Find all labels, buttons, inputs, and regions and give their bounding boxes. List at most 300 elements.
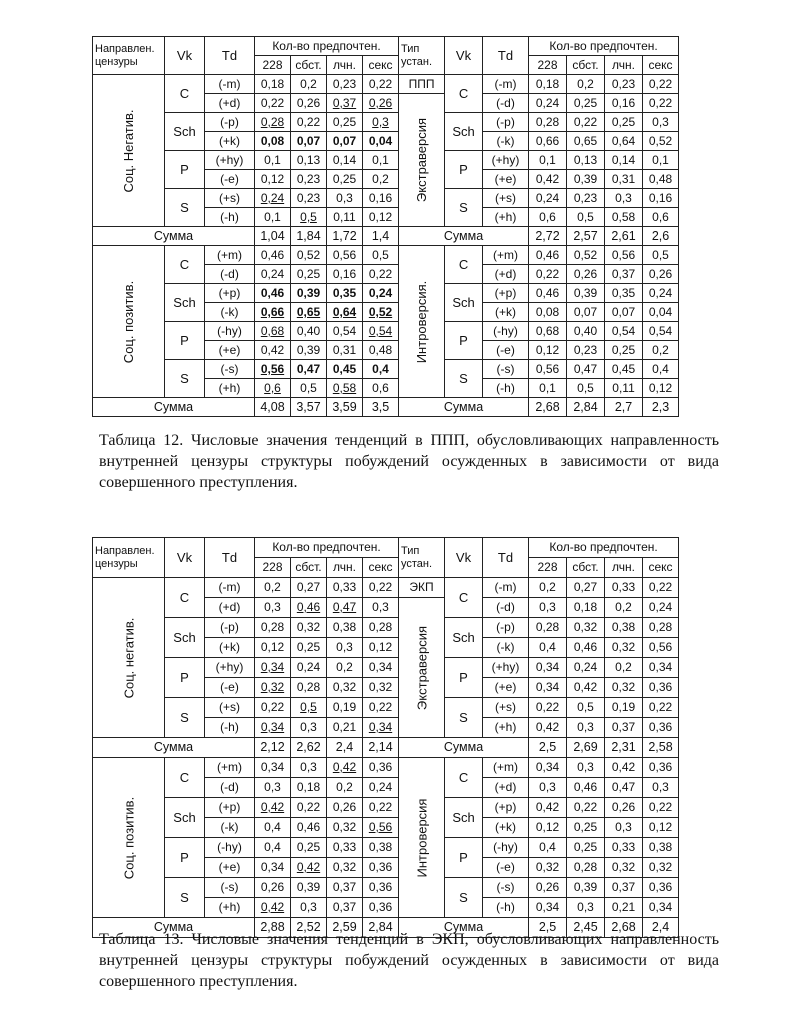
td-cell: (-k) xyxy=(483,132,529,151)
value-cell: 0,5 xyxy=(567,698,605,718)
value-cell: 0,5 xyxy=(291,208,327,227)
value-cell: 0,46 xyxy=(567,778,605,798)
value-cell: 0,3 xyxy=(567,718,605,738)
value-cell: 0,5 xyxy=(567,379,605,398)
value-cell: 0,65 xyxy=(567,132,605,151)
value-cell: 0,47 xyxy=(567,360,605,379)
value-cell: 0,31 xyxy=(327,341,363,360)
value-cell: 0,25 xyxy=(291,638,327,658)
sum-value: 2,45 xyxy=(567,918,605,938)
group-label xyxy=(93,246,165,398)
value-cell: 0,3 xyxy=(363,113,399,132)
value-cell: 0,34 xyxy=(643,898,679,918)
sum-row xyxy=(93,398,679,417)
value-cell: 0,4 xyxy=(255,818,291,838)
td-header: Td xyxy=(205,538,255,578)
td-header: Td xyxy=(205,37,255,75)
sum-row xyxy=(93,227,679,246)
value-cell: 0,3 xyxy=(255,598,291,618)
vk-cell: Sch xyxy=(445,618,483,658)
value-cell: 0,33 xyxy=(605,578,643,598)
value-cell: 0,32 xyxy=(255,678,291,698)
value-cell: 0,11 xyxy=(605,379,643,398)
value-cell: 0,45 xyxy=(327,360,363,379)
value-cell: 0,18 xyxy=(529,75,567,94)
value-cell: 0,21 xyxy=(605,898,643,918)
value-cell: 0,24 xyxy=(529,189,567,208)
value-cell: 0,34 xyxy=(255,758,291,778)
value-cell: 0,64 xyxy=(605,132,643,151)
sum-label: Сумма xyxy=(93,227,255,246)
table-row xyxy=(93,758,679,778)
col-header: лчн. xyxy=(327,56,363,75)
vk-cell: C xyxy=(445,758,483,798)
value-cell: 0,36 xyxy=(363,898,399,918)
value-cell: 0,52 xyxy=(567,246,605,265)
td-cell: (+k) xyxy=(205,132,255,151)
value-cell: 0,32 xyxy=(529,858,567,878)
vk-cell: Sch xyxy=(165,284,205,322)
value-cell: 0,37 xyxy=(605,718,643,738)
value-cell: 0,58 xyxy=(327,379,363,398)
td-cell: (+d) xyxy=(483,265,529,284)
col-header: секс xyxy=(643,56,679,75)
sum-value: 4,08 xyxy=(255,398,291,417)
sum-value: 2,69 xyxy=(567,738,605,758)
value-cell: 0,2 xyxy=(255,578,291,598)
vk-cell: C xyxy=(445,578,483,618)
value-cell: 0,18 xyxy=(255,75,291,94)
value-cell: 0,34 xyxy=(529,898,567,918)
value-cell: 0,3 xyxy=(643,778,679,798)
group-label xyxy=(93,75,165,227)
value-cell: 0,16 xyxy=(363,189,399,208)
value-cell: 0,2 xyxy=(291,75,327,94)
sum-value: 1,84 xyxy=(291,227,327,246)
value-cell: 0,28 xyxy=(291,678,327,698)
td-cell: (+k) xyxy=(205,638,255,658)
vk-cell: P xyxy=(445,151,483,189)
sum-value: 2,61 xyxy=(605,227,643,246)
value-cell: 0,46 xyxy=(255,284,291,303)
sum-label: Сумма xyxy=(399,398,529,417)
vk-cell: S xyxy=(445,698,483,738)
value-cell: 0,39 xyxy=(291,284,327,303)
sum-label: Сумма xyxy=(93,398,255,417)
type-label-text: Экстраверсия xyxy=(414,625,430,710)
value-cell: 0,25 xyxy=(327,113,363,132)
value-cell: 0,22 xyxy=(363,798,399,818)
value-cell: 0,23 xyxy=(291,189,327,208)
value-cell: 0,56 xyxy=(605,246,643,265)
td-cell: (+s) xyxy=(483,698,529,718)
value-cell: 0,2 xyxy=(363,170,399,189)
value-cell: 0,66 xyxy=(529,132,567,151)
value-cell: 0,68 xyxy=(255,322,291,341)
table-row xyxy=(93,698,679,718)
sum-value: 2,84 xyxy=(567,398,605,417)
value-cell: 0,52 xyxy=(363,303,399,322)
type-label-text: Интроверсия xyxy=(414,798,430,877)
td-cell: (+m) xyxy=(483,246,529,265)
value-cell: 0,22 xyxy=(363,578,399,598)
value-cell: 0,14 xyxy=(605,151,643,170)
td-cell: (-e) xyxy=(205,170,255,189)
type-label-text: Интроверсия. xyxy=(413,280,429,363)
value-cell: 0,46 xyxy=(529,284,567,303)
value-cell: 0,36 xyxy=(363,858,399,878)
value-cell: 0,12 xyxy=(363,638,399,658)
group-label-text: Соц. негатив. xyxy=(121,617,136,698)
value-cell: 0,19 xyxy=(327,698,363,718)
sum-value: 2,7 xyxy=(605,398,643,417)
td-cell: (-h) xyxy=(205,718,255,738)
type-label: ЭКП xyxy=(399,578,445,598)
group-label xyxy=(93,758,165,918)
group-label xyxy=(93,578,165,738)
col-header: 228 xyxy=(529,558,567,578)
value-cell: 0,23 xyxy=(291,170,327,189)
sum-label: Сумма xyxy=(399,738,529,758)
table-row xyxy=(93,838,679,858)
value-cell: 0,28 xyxy=(529,113,567,132)
value-cell: 0,68 xyxy=(529,322,567,341)
td-cell: (-hy) xyxy=(205,322,255,341)
col-header: секс xyxy=(643,558,679,578)
value-cell: 0,22 xyxy=(643,94,679,113)
value-cell: 0,47 xyxy=(605,778,643,798)
value-cell: 0,38 xyxy=(363,838,399,858)
value-cell: 0,14 xyxy=(327,151,363,170)
td-cell: (+e) xyxy=(483,170,529,189)
td-cell: (-h) xyxy=(483,898,529,918)
value-cell: 0,34 xyxy=(255,718,291,738)
value-cell: 0,2 xyxy=(327,778,363,798)
value-cell: 0,26 xyxy=(255,878,291,898)
value-cell: 0,32 xyxy=(643,858,679,878)
table-row xyxy=(93,360,679,379)
table-row xyxy=(93,246,679,265)
value-cell: 0,13 xyxy=(567,151,605,170)
value-cell: 0,24 xyxy=(363,284,399,303)
value-cell: 0,32 xyxy=(605,858,643,878)
sum-value: 2,4 xyxy=(643,918,679,938)
value-cell: 0,22 xyxy=(255,698,291,718)
value-cell: 0,46 xyxy=(291,598,327,618)
table-row xyxy=(93,618,679,638)
table-row xyxy=(93,878,679,898)
value-cell: 0,38 xyxy=(643,838,679,858)
col-header: 228 xyxy=(255,558,291,578)
td-cell: (-hy) xyxy=(483,838,529,858)
value-cell: 0,27 xyxy=(567,578,605,598)
value-cell: 0,04 xyxy=(363,132,399,151)
value-cell: 0,56 xyxy=(529,360,567,379)
value-cell: 0,1 xyxy=(529,379,567,398)
sum-value: 2,12 xyxy=(255,738,291,758)
vk-cell: Sch xyxy=(445,798,483,838)
value-cell: 0,32 xyxy=(327,678,363,698)
value-cell: 0,22 xyxy=(643,75,679,94)
value-cell: 0,6 xyxy=(643,208,679,227)
value-cell: 0,36 xyxy=(643,878,679,898)
col-header: сбст. xyxy=(291,558,327,578)
vk-header: Vk xyxy=(445,538,483,578)
sum-value: 3,57 xyxy=(291,398,327,417)
td-cell: (+hy) xyxy=(483,151,529,170)
sum-value: 2,62 xyxy=(291,738,327,758)
sum-value: 2,14 xyxy=(363,738,399,758)
value-cell: 0,2 xyxy=(529,578,567,598)
td-cell: (+h) xyxy=(205,898,255,918)
sum-value: 2,68 xyxy=(529,398,567,417)
value-cell: 0,32 xyxy=(363,678,399,698)
value-cell: 0,28 xyxy=(255,618,291,638)
table-12 xyxy=(92,36,679,417)
td-cell: (-d) xyxy=(483,94,529,113)
value-cell: 0,22 xyxy=(529,265,567,284)
td-cell: (+k) xyxy=(483,818,529,838)
value-cell: 0,5 xyxy=(567,208,605,227)
value-cell: 0,34 xyxy=(643,658,679,678)
td-cell: (-m) xyxy=(205,75,255,94)
vk-cell: C xyxy=(445,75,483,113)
value-cell: 0,3 xyxy=(567,898,605,918)
value-cell: 0,39 xyxy=(567,284,605,303)
type-header: Тип устан. xyxy=(399,37,445,75)
value-cell: 0,6 xyxy=(363,379,399,398)
value-cell: 0,38 xyxy=(605,618,643,638)
col-header: секс xyxy=(363,56,399,75)
td-cell: (-s) xyxy=(205,360,255,379)
sum-value: 2,84 xyxy=(363,918,399,938)
td-cell: (-k) xyxy=(205,303,255,322)
value-cell: 0,28 xyxy=(643,618,679,638)
value-cell: 0,37 xyxy=(327,878,363,898)
qty-header: Кол-во предпочтен. xyxy=(255,538,399,558)
vk-header: Vk xyxy=(165,37,205,75)
value-cell: 0,42 xyxy=(529,718,567,738)
value-cell: 0,22 xyxy=(363,265,399,284)
value-cell: 0,5 xyxy=(291,379,327,398)
value-cell: 0,56 xyxy=(643,638,679,658)
vk-cell: P xyxy=(445,658,483,698)
value-cell: 0,24 xyxy=(363,778,399,798)
table-13 xyxy=(92,537,679,938)
value-cell: 0,34 xyxy=(529,758,567,778)
value-cell: 0,12 xyxy=(529,818,567,838)
value-cell: 0,54 xyxy=(327,322,363,341)
value-cell: 0,3 xyxy=(291,718,327,738)
table-row xyxy=(93,151,679,170)
value-cell: 0,3 xyxy=(529,598,567,618)
value-cell: 0,22 xyxy=(643,798,679,818)
value-cell: 0,13 xyxy=(291,151,327,170)
sum-label: Сумма xyxy=(93,738,255,758)
td-cell: (-p) xyxy=(205,618,255,638)
table-row xyxy=(93,113,679,132)
vk-cell: C xyxy=(165,75,205,113)
type-label-vertical xyxy=(399,758,445,918)
value-cell: 0,18 xyxy=(567,598,605,618)
value-cell: 0,42 xyxy=(255,898,291,918)
value-cell: 0,26 xyxy=(327,798,363,818)
value-cell: 0,26 xyxy=(567,265,605,284)
value-cell: 0,12 xyxy=(529,341,567,360)
td-cell: (-m) xyxy=(483,578,529,598)
value-cell: 0,42 xyxy=(255,341,291,360)
value-cell: 0,36 xyxy=(363,878,399,898)
col-header: сбст. xyxy=(567,558,605,578)
value-cell: 0,1 xyxy=(529,151,567,170)
value-cell: 0,16 xyxy=(605,94,643,113)
value-cell: 0,37 xyxy=(327,94,363,113)
value-cell: 0,52 xyxy=(291,246,327,265)
value-cell: 0,25 xyxy=(605,113,643,132)
value-cell: 0,22 xyxy=(363,75,399,94)
vk-cell: Sch xyxy=(165,798,205,838)
vk-cell: P xyxy=(165,838,205,878)
type-label-vertical xyxy=(399,246,445,398)
value-cell: 0,24 xyxy=(567,658,605,678)
vk-cell: P xyxy=(165,658,205,698)
sum-value: 2,72 xyxy=(529,227,567,246)
value-cell: 0,45 xyxy=(605,360,643,379)
dir-header: Направлен. цензуры xyxy=(93,538,165,578)
table-row xyxy=(93,284,679,303)
value-cell: 0,46 xyxy=(567,638,605,658)
value-cell: 0,3 xyxy=(327,638,363,658)
td-cell: (+p) xyxy=(205,284,255,303)
table-13-caption: Таблица 13. Числовые значения тенденций в ЭКП, обусловливающих направленность внутренней цензуры структуры побуждений осужденных в зависимости от вида совершенного преступления. xyxy=(99,931,719,990)
sum-value: 2,5 xyxy=(529,738,567,758)
value-cell: 0,34 xyxy=(363,658,399,678)
value-cell: 0,24 xyxy=(291,658,327,678)
type-label-vertical xyxy=(399,598,445,738)
value-cell: 0,12 xyxy=(643,379,679,398)
type-header: Тип устан. xyxy=(399,538,445,578)
td-cell: (-e) xyxy=(483,858,529,878)
vk-cell: S xyxy=(445,878,483,918)
sum-value: 2,68 xyxy=(605,918,643,938)
sum-value: 1,4 xyxy=(363,227,399,246)
td-cell: (+p) xyxy=(483,284,529,303)
value-cell: 0,32 xyxy=(605,638,643,658)
col-header: лчн. xyxy=(605,558,643,578)
table-row xyxy=(93,658,679,678)
table-row xyxy=(93,578,679,598)
value-cell: 0,33 xyxy=(327,578,363,598)
value-cell: 0,25 xyxy=(567,94,605,113)
value-cell: 0,46 xyxy=(529,246,567,265)
value-cell: 0,4 xyxy=(529,638,567,658)
header-row xyxy=(93,37,679,56)
value-cell: 0,42 xyxy=(291,858,327,878)
value-cell: 0,3 xyxy=(255,778,291,798)
group-label-text: Соц. позитив. xyxy=(121,796,136,879)
value-cell: 0,28 xyxy=(529,618,567,638)
value-cell: 0,24 xyxy=(643,284,679,303)
value-cell: 0,39 xyxy=(567,878,605,898)
value-cell: 0,07 xyxy=(291,132,327,151)
value-cell: 0,08 xyxy=(255,132,291,151)
sum-value: 2,31 xyxy=(605,738,643,758)
col-header: лчн. xyxy=(327,558,363,578)
table-row xyxy=(93,322,679,341)
type-label: ППП xyxy=(399,75,445,94)
col-header: секс xyxy=(363,558,399,578)
vk-cell: Sch xyxy=(445,284,483,322)
td-cell: (+m) xyxy=(205,246,255,265)
value-cell: 0,34 xyxy=(529,658,567,678)
value-cell: 0,28 xyxy=(255,113,291,132)
vk-cell: Sch xyxy=(165,113,205,151)
dir-header: Направлен. цензуры xyxy=(93,37,165,75)
td-cell: (+m) xyxy=(483,758,529,778)
td-cell: (+d) xyxy=(205,598,255,618)
vk-cell: Sch xyxy=(445,113,483,151)
value-cell: 0,23 xyxy=(567,341,605,360)
vk-cell: S xyxy=(445,360,483,398)
value-cell: 0,24 xyxy=(643,598,679,618)
td-cell: (-p) xyxy=(483,618,529,638)
value-cell: 0,3 xyxy=(327,189,363,208)
value-cell: 0,22 xyxy=(529,698,567,718)
td-cell: (-h) xyxy=(483,379,529,398)
vk-cell: C xyxy=(165,246,205,284)
value-cell: 0,34 xyxy=(255,858,291,878)
value-cell: 0,2 xyxy=(327,658,363,678)
value-cell: 0,39 xyxy=(291,878,327,898)
vk-header: Vk xyxy=(165,538,205,578)
header-row xyxy=(93,538,679,558)
value-cell: 0,26 xyxy=(529,878,567,898)
value-cell: 0,42 xyxy=(567,678,605,698)
value-cell: 0,1 xyxy=(363,151,399,170)
td-cell: (+p) xyxy=(483,798,529,818)
value-cell: 0,52 xyxy=(643,132,679,151)
vk-cell: P xyxy=(165,322,205,360)
value-cell: 0,21 xyxy=(327,718,363,738)
td-header: Td xyxy=(483,538,529,578)
td-cell: (-m) xyxy=(483,75,529,94)
td-cell: (-s) xyxy=(205,878,255,898)
value-cell: 0,3 xyxy=(605,818,643,838)
col-header: лчн. xyxy=(605,56,643,75)
sum-value: 3,5 xyxy=(363,398,399,417)
vk-cell: C xyxy=(165,758,205,798)
sum-value: 1,04 xyxy=(255,227,291,246)
value-cell: 0,42 xyxy=(529,798,567,818)
value-cell: 0,28 xyxy=(567,858,605,878)
value-cell: 0,47 xyxy=(327,598,363,618)
td-cell: (-p) xyxy=(205,113,255,132)
value-cell: 0,31 xyxy=(605,170,643,189)
value-cell: 0,22 xyxy=(291,113,327,132)
type-label-vertical xyxy=(399,94,445,227)
value-cell: 0,4 xyxy=(363,360,399,379)
value-cell: 0,27 xyxy=(291,578,327,598)
sum-label: Сумма xyxy=(399,918,529,938)
value-cell: 0,42 xyxy=(327,758,363,778)
table-row xyxy=(93,798,679,818)
td-cell: (-s) xyxy=(483,878,529,898)
sum-value: 2,3 xyxy=(643,398,679,417)
value-cell: 0,56 xyxy=(255,360,291,379)
value-cell: 0,1 xyxy=(255,208,291,227)
value-cell: 0,22 xyxy=(291,798,327,818)
value-cell: 0,12 xyxy=(363,208,399,227)
